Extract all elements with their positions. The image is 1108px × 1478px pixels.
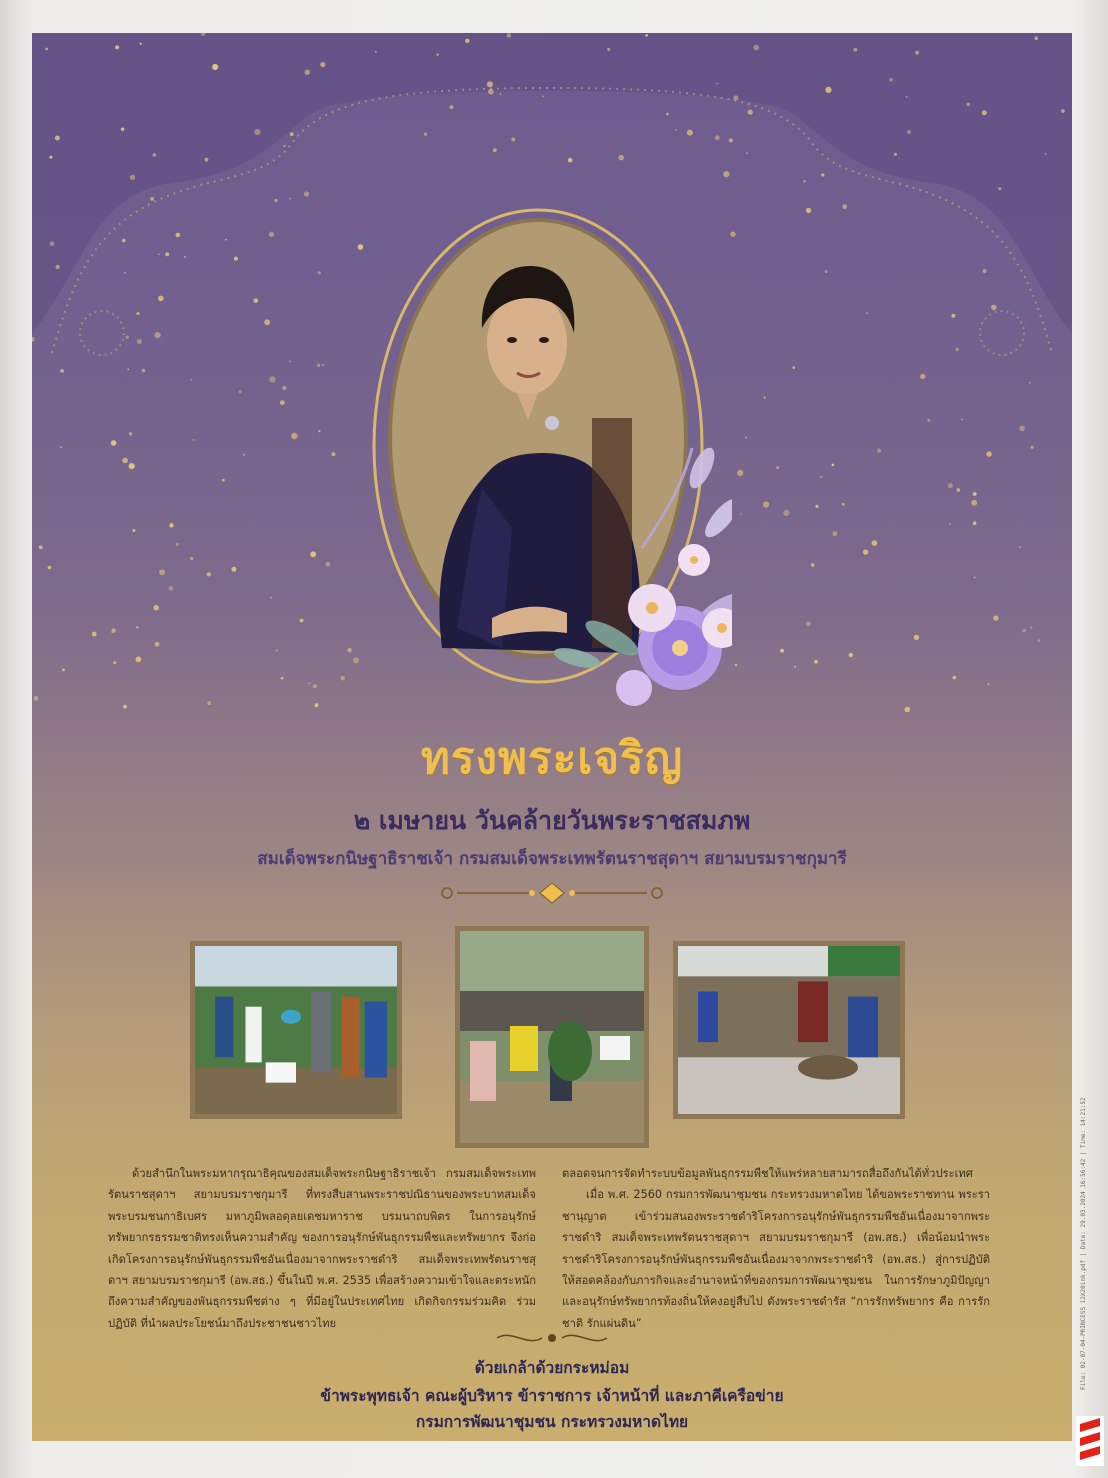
sparkle-dot (776, 466, 779, 469)
sparkle-dot (289, 198, 291, 200)
sparkle-dot (568, 158, 573, 163)
sparkle-dot (204, 158, 208, 162)
sparkle-dot (748, 110, 753, 115)
portrait-frame (362, 188, 732, 718)
sparkle-dot (322, 364, 324, 366)
sparkle-dot (92, 632, 97, 637)
sparkle-dot (315, 703, 319, 707)
sparkle-dot (55, 136, 60, 141)
sparkle-dot (825, 270, 828, 273)
activity-photo-1 (190, 941, 402, 1119)
sparkle-dot (872, 540, 878, 546)
sparkle-dot (982, 110, 987, 115)
sparkle-dot (124, 272, 126, 274)
sparkle-dot (957, 488, 960, 491)
sparkle-dot (763, 501, 769, 507)
sparkle-dot (132, 529, 135, 532)
sparkle-dot (993, 616, 998, 621)
sparkle-dot (270, 597, 272, 599)
sparkle-dot (155, 332, 161, 338)
sparkle-dot (300, 619, 304, 623)
sparkle-dot (50, 241, 55, 246)
sparkle-dot (1019, 426, 1025, 432)
sparkle-dot (832, 531, 837, 536)
poster (32, 33, 1072, 1441)
sparkle-dot (126, 336, 129, 339)
sparkle-dot (853, 48, 857, 52)
sparkle-dot (465, 39, 469, 43)
sparkle-dot (842, 204, 847, 209)
sparkle-dot (915, 51, 919, 55)
sparkle-dot (122, 239, 126, 243)
flower-bouquet (362, 188, 732, 718)
sparkle-dot (953, 676, 956, 679)
sparkle-dot (991, 305, 997, 311)
royal-name: สมเด็จพระกนิษฐาธิราชเจ้า กรมสมเด็จพระเทพรัตนราชสุดาฯ สยามบรมราชกุมารี (257, 849, 847, 869)
sparkle-dot (764, 397, 766, 399)
sparkle-dot (729, 138, 733, 142)
ornament-divider-bottom (487, 1329, 617, 1347)
sparkle-dot (45, 48, 48, 51)
sparkle-dot (1035, 37, 1039, 41)
sparkle-dot (282, 386, 286, 390)
sparkle-dot (746, 152, 748, 154)
sparkle-dot (136, 657, 142, 663)
sparkle-dot (341, 676, 345, 680)
sparkle-dot (253, 298, 258, 303)
sparkle-dot (60, 446, 62, 448)
sparkle-dot (1030, 626, 1032, 628)
activity-photo-3 (673, 941, 905, 1119)
sparkle-dot (493, 148, 497, 152)
sparkle-dot (618, 155, 624, 161)
sparkle-dot (212, 64, 218, 70)
body-right-column (562, 1163, 990, 1334)
sparkle-dot (137, 339, 142, 344)
headline-title: ทรงพระเจริญ (420, 733, 684, 784)
sparkle-dot (234, 257, 238, 261)
activity-photo-2 (455, 926, 649, 1148)
sparkle-dot (165, 252, 169, 256)
sparkle-dot (34, 696, 39, 701)
sparkle-dot (49, 156, 52, 159)
sparkle-dot (121, 128, 124, 131)
sparkle-dot (842, 503, 845, 506)
sparkle-dot (158, 296, 164, 302)
sparkle-dot (129, 432, 132, 435)
sparkle-dot (806, 621, 811, 626)
sparkle-dot (136, 626, 139, 629)
sparkle-dot (331, 452, 335, 456)
sparkle-dot (753, 45, 759, 51)
sparkle-dot (815, 505, 818, 508)
sparkle-dot (914, 635, 919, 640)
sparkle-dot (122, 458, 128, 464)
sparkle-dot (289, 360, 291, 362)
sparkle-dot (437, 54, 439, 56)
sparkle-dot (56, 265, 60, 269)
sparkle-dot (123, 705, 127, 709)
sparkle-dot (129, 463, 135, 469)
sparkle-dot (304, 191, 309, 196)
sparkle-dot (687, 130, 693, 136)
signatories-line: ข้าพระพุทธเจ้า คณะผู้บริหาร ข้าราชการ เจ้าหน้าที่ และภาคีเครือข่าย (320, 1387, 784, 1405)
sparkle-dot (291, 433, 297, 439)
sparkle-dot (986, 451, 991, 456)
sparkle-dot (675, 129, 677, 131)
sparkle-dot (849, 653, 853, 657)
sparkle-dot (264, 319, 270, 325)
sparkle-dot (863, 549, 868, 554)
sparkle-dot (225, 239, 227, 241)
sparkle-dot (974, 577, 976, 579)
sparkle-dot (961, 419, 963, 421)
sparkle-dot (1031, 446, 1034, 449)
sparkle-dot (973, 522, 977, 526)
sparkle-dot (305, 70, 310, 75)
sparkle-dot (281, 677, 284, 680)
sparkle-dot (780, 649, 784, 653)
sparkle-dot (745, 437, 747, 439)
sparkle-dot (811, 563, 815, 567)
sparkle-dot (733, 95, 738, 100)
sparkle-dot (280, 400, 285, 405)
sparkle-dot (111, 631, 113, 633)
sparkle-dot (127, 369, 129, 371)
sparkle-dot (735, 664, 737, 666)
sparkle-dot (269, 376, 275, 382)
sparkle-dot (987, 683, 989, 685)
sparkle-dot (906, 96, 908, 98)
sparkle-dot (137, 312, 140, 315)
sparkle-dot (983, 269, 987, 273)
sparkle-dot (169, 523, 173, 527)
sparkle-dot (832, 464, 835, 467)
body-left-column (108, 1163, 536, 1334)
sparkle-dot (645, 34, 648, 37)
sparkle-dot (159, 569, 165, 575)
sparkle-dot (60, 369, 64, 373)
sparkle-dot (154, 605, 159, 610)
sparkle-dot (325, 562, 330, 567)
sparkle-dot (820, 476, 822, 478)
sparkle-dot (825, 87, 831, 93)
sparkle-dot (542, 96, 544, 98)
print-metadata (1080, 1378, 1108, 1390)
sparkle-dot (290, 132, 294, 136)
printer-logo-icon (1076, 1416, 1104, 1466)
sparkle-dot (115, 45, 119, 49)
department-line: กรมการพัฒนาชุมชน กระทรวงมหาดไทย (415, 1413, 689, 1431)
sparkle-dot (487, 81, 493, 87)
sparkle-dot (783, 510, 789, 516)
sparkle-dot (1029, 382, 1031, 384)
sparkle-dot (971, 500, 977, 506)
sparkle-dot (150, 197, 154, 201)
sparkle-dot (814, 660, 818, 664)
sparkle-dot (889, 78, 893, 82)
sparkle-dot (48, 566, 52, 570)
sparkle-dot (318, 271, 321, 274)
sparkle-dot (190, 557, 193, 560)
sparkle-dot (231, 567, 236, 572)
sparkle-dot (190, 379, 192, 381)
ornament-divider-top (427, 881, 677, 905)
sparkle-dot (894, 153, 897, 156)
sparkle-dot (353, 657, 359, 663)
sparkle-dot (140, 43, 142, 45)
sparkle-dot (113, 661, 116, 664)
sparkle-dot (927, 419, 930, 422)
sparkle-dot (821, 173, 824, 176)
sparkle-dot (500, 93, 502, 95)
sparkle-dot (193, 439, 195, 441)
sparkle-dot (222, 479, 225, 482)
sparkle-dot (737, 470, 743, 476)
sparkle-dot (130, 175, 135, 180)
sparkle-dot (309, 683, 311, 685)
sparkle-dot (907, 130, 911, 134)
sparkle-dot (866, 312, 868, 314)
sparkle-dot (511, 138, 515, 142)
sparkle-dot (184, 256, 186, 258)
sparkle-dot (375, 51, 377, 53)
sparkle-dot (318, 430, 320, 432)
sparkle-dot (347, 648, 351, 652)
sparkle-dot (1019, 546, 1021, 548)
sparkle-dot (951, 314, 955, 318)
sparkle-dot (607, 48, 610, 51)
sparkle-dot (1045, 153, 1047, 155)
sparkle-dot (201, 33, 206, 36)
sparkle-dot (507, 33, 512, 38)
sparkle-dot (973, 492, 977, 496)
sparkle-dot (998, 187, 1001, 190)
sparkle-dot (806, 208, 811, 213)
sparkle-dot (207, 701, 211, 705)
body-paragraph-1: ด้วยสำนึกในพระมหากรุณาธิคุณของสมเด็จพระกนิษฐาธิราชเจ้า กรมสมเด็จพระเทพรัตนราชสุดาฯ สยามบรมราชกุมารี ที่ทรงสืบสานพระราชปณิธานของพระบาทสมเด็จพระบรมชนกาธิเบศร มหาภูมิพลอดุลยเดชมหาราช บรมนาถบพิตร ในการอนุรักษ์ทรัพยากรธรรมชาติทรงเห็นความสำคัญ ของการอนุรักษ์พันธุกรรมพืชและทรัพยากร จึงก่อเกิดโครงการอนุรักษ์พันธุกรรมพืชอันเนื่องมาจากพระราชดำริ สมเด็จพระเทพรัตนราชสุดาฯ สยามบรมราชกุมารี (อพ.สธ.) ขึ้นในปี พ.ศ. 2535 เพื่อสร้างความเข้าใจและตระหนักถึงความสำคัญของพันธุกรรมพืชต่าง ๆ ที่มีอยู่ในประเทศไทย เกิดกิจกรรมร่วมคิด ร่วมปฏิบัติ ที่นำผลประโยชน์มาถึงประชาชนชาวไทย (108, 1167, 536, 1330)
sparkle-dot (153, 153, 157, 157)
sparkle-dot (62, 669, 65, 672)
sparkle-dot (239, 390, 242, 393)
sparkle-dot (243, 454, 245, 456)
sparkle-dot (1061, 109, 1065, 113)
sparkle-dot (792, 366, 795, 369)
body-paragraph-2: เมื่อ พ.ศ. 2560 กรมการพัฒนาชุมชน กระทรวงมหาดไทย ได้ขอพระราชทาน พระราชานุญาต เข้าร่วมสนองพระราชดำริโครงการอนุรักษ์พันธุกรรมพืชอันเนื่องมาจากพระราชดำริ สมเด็จพระเทพรัตนราชสุดาฯ สยามบรมราชกุมารี (อพ.สธ.) เพื่อน้อมนำพระราชดำริโครงการอนุรักษ์พันธุกรรมพืชอันเนื่องมาจากพระราชดำริ (อพ.สธ.) สู่การปฏิบัติให้สอดคล้องกับภารกิจและอำนาจหน้าที่ของกรมการพัฒนาชุมชน ในการรักษาภูมิปัญญาและอนุรักษ์ทรัพยากรท้องถิ่นให้คงอยู่สืบไป ดังพระราชดำรัส “การรักทรัพยากร คือ การรักชาติ รักแผ่นดิน” (562, 1188, 990, 1330)
sparkle-dot (176, 543, 179, 546)
sparkle-dot (313, 684, 317, 688)
sparkle-dot (317, 364, 320, 367)
sparkle-dot (956, 348, 959, 351)
sparkle-dot (948, 483, 953, 488)
sparkle-dot (716, 83, 718, 85)
sparkle-dot (310, 551, 316, 557)
sparkle-dot (1022, 629, 1026, 633)
sparkle-dot (905, 707, 911, 713)
sparkle-dot (424, 132, 427, 135)
sparkle-dot (794, 666, 796, 668)
tribute-line: ด้วยเกล้าด้วยกระหม่อม (474, 1359, 630, 1377)
sparkle-dot (740, 513, 742, 515)
sparkle-dot (32, 337, 35, 342)
sparkle-dot (877, 449, 881, 453)
sparkle-dot (723, 171, 729, 177)
sparkle-dot (111, 440, 117, 446)
sparkle-dot (39, 545, 43, 549)
sparkle-dot (276, 649, 278, 651)
sparkle-dot (1038, 639, 1041, 642)
sparkle-dot (920, 374, 925, 379)
sparkle-dot (320, 62, 325, 67)
sparkle-dot (666, 113, 669, 116)
sparkle-dot (169, 586, 174, 591)
body-paragraph-continued: ตลอดจนการจัดทำระบบข้อมูลพันธุกรรมพืชให้แพร่หลายสามารถสื่อถึงกันได้ทั่วประเทศ (562, 1167, 973, 1180)
sparkle-dot (283, 145, 285, 147)
sparkle-dot (269, 232, 274, 237)
sparkle-dot (949, 523, 951, 525)
occasion-subtitle: ๒ เมษายน วันคล้ายวันพระราชสมภพ (353, 806, 751, 835)
sparkle-dot (158, 254, 160, 256)
sparkle-dot (254, 129, 260, 135)
sparkle-dot (155, 642, 160, 647)
sparkle-dot (966, 103, 970, 107)
sparkle-dot (142, 369, 146, 373)
sparkle-dot (274, 199, 277, 202)
sparkle-dot (803, 180, 805, 182)
sparkle-dot (176, 233, 181, 238)
sparkle-dot (450, 105, 454, 109)
sparkle-dot (207, 572, 211, 576)
sparkle-dot (488, 89, 494, 95)
sparkle-dot (715, 135, 720, 140)
